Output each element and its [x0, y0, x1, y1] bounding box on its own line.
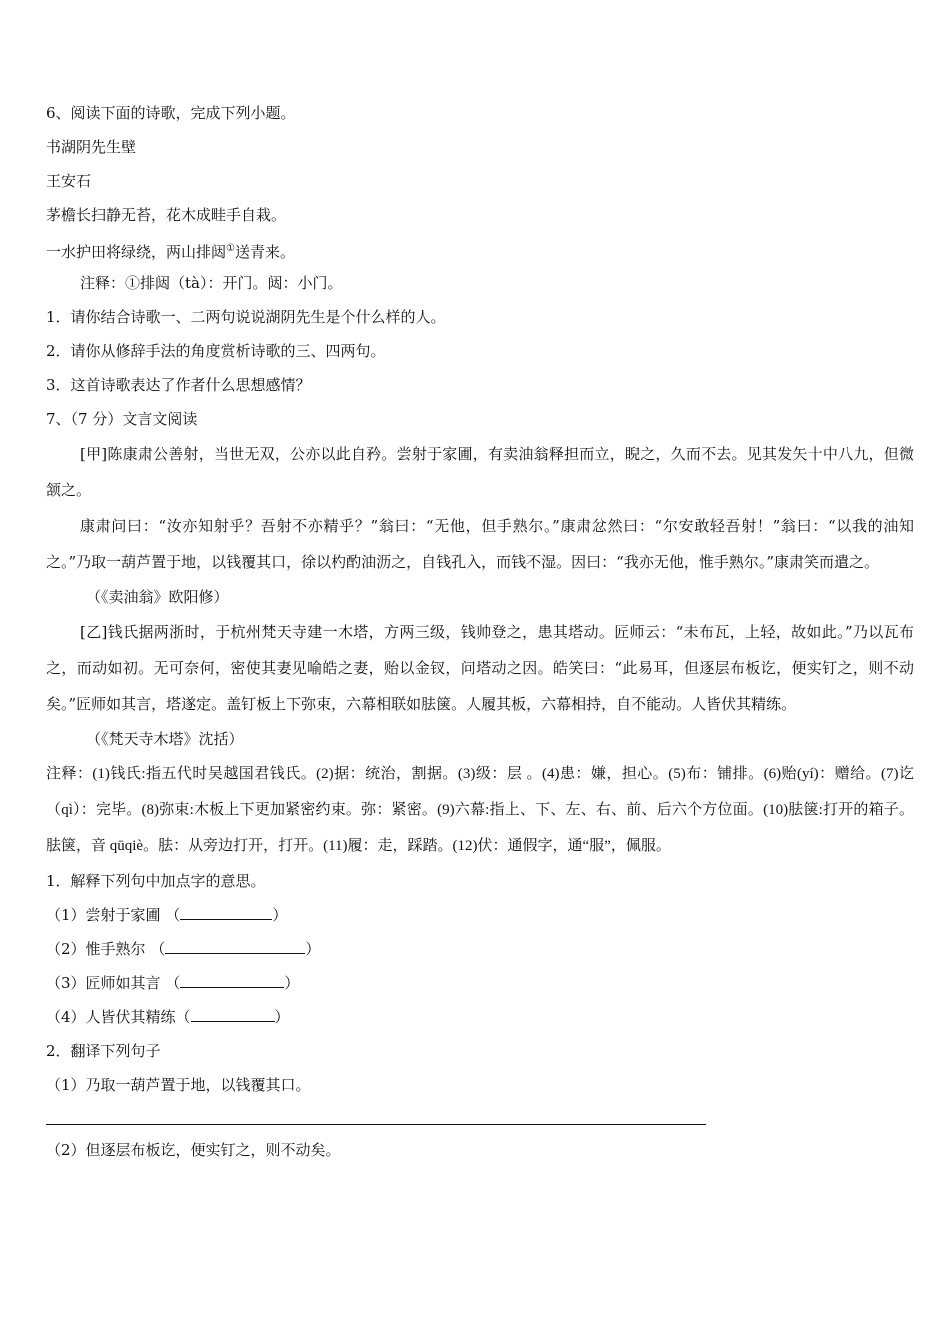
passage-yi-paragraph: [乙]钱氏据两浙时，于杭州梵天寺建一木塔，方两三级，钱帅登之，患其塔动。匠师云：“未布瓦，上轻，故如此。”乃以瓦布之，而动如初。无可奈何，密使其妻见喻皓之妻，贻以金钗，问塔动之因。皓笑曰：“此易耳，但逐层布板讫，便实钉之，则不动矣。”匠师如其言，塔遂定。盖钉板上下弥束，六幕相联如胠箧。人履其板，六幕相持，自不能动。人皆伏其精练。 — [46, 623, 914, 713]
passage-jia-source: （《卖油翁》欧阳修） — [86, 588, 229, 606]
answer-line[interactable] — [46, 1102, 706, 1125]
sub-question-1-heading: 1．解释下列句中加点字的意思。 — [46, 872, 266, 890]
passage-jia-paragraph-1: [甲]陈康肃公善射，当世无双，公亦以此自矜。尝射于家圃，有卖油翁释担而立，睨之，久而不去。见其发矢十中八九，但微颔之。 — [46, 445, 914, 499]
passage-jia-paragraph-2: 康肃问曰：“汝亦知射乎？吾射不亦精乎？”翁曰：“无他，但手熟尔。”康肃忿然曰：“尔安敢轻吾射！”翁曰：“以我的油知之。”乃取一葫芦置于地，以钱覆其口，徐以杓酌油沥之，自钱孔入，而钱不湿。因曰：“我亦无他，惟手熟尔。”康肃笑而遣之。 — [46, 517, 914, 571]
answer-blank[interactable] — [180, 987, 284, 988]
poem-title: 书湖阴先生壁 — [46, 138, 137, 156]
sub-question-2-heading: 2．翻译下列句子 — [46, 1042, 161, 1060]
poem-line-2-part-b: 送青来。 — [234, 243, 295, 261]
sub-question-1-item: （2）惟手熟尔 （ ） — [46, 940, 321, 958]
answer-blank[interactable] — [180, 919, 272, 920]
question-7-heading: 7、（7 分）文言文阅读 — [46, 410, 198, 428]
translation-item-2: （2）但逐层布板讫，便实钉之，则不动矣。 — [46, 1141, 341, 1159]
poem-line-1: 茅檐长扫静无苔，花木成畦手自栽。 — [46, 206, 287, 224]
passage-notes: 注释：(1)钱氏:指五代时吴越国君钱氏。(2)据：统治，割据。(3)级：层 。(4)患：嫌，担心。(5)布：铺排。(6)贻(yí)：赠给。(7)讫（qì）：完毕。(8)弥束:木板上下更加紧密约束。弥：紧密。(9)六幕:指上、下、左、右、前、后六个方位面。(10)胠箧:打开的箱子。胠箧，音 qūqiè。胠：从旁边打开，打开。(11)履：走，踩踏。(12)伏：通假字，通“服”，佩服。 — [46, 766, 914, 854]
passage-yi-source: （《梵天寺木塔》沈括） — [86, 730, 244, 748]
question-6-heading: 6、阅读下面的诗歌，完成下列小题。 — [46, 104, 296, 122]
document-page — [46, 96, 914, 1167]
question-6-2: 2．请你从修辞手法的角度赏析诗歌的三、四两句。 — [46, 342, 386, 360]
translation-item-1: （1）乃取一葫芦置于地，以钱覆其口。 — [46, 1076, 311, 1094]
footnote-marker: ① — [226, 243, 235, 254]
answer-blank[interactable] — [191, 1021, 275, 1022]
poem-line-2-part-a: 一水护田将绿绕，两山排闼 — [46, 243, 227, 261]
poem-annotation: 注释：①排闼（tà）：开门。闼：小门。 — [80, 274, 343, 292]
poem-line-2 — [46, 232, 914, 266]
question-6-1: 1．请你结合诗歌一、二两句说说湖阴先生是个什么样的人。 — [46, 308, 446, 326]
sub-question-1-item: （4）人皆伏其精练（ ） — [46, 1008, 290, 1026]
sub-question-1-item: （3）匠师如其言 （ ） — [46, 974, 300, 992]
question-6-3: 3．这首诗歌表达了作者什么思想感情？ — [46, 376, 311, 394]
sub-question-1-item: （1）尝射于家圃 （ ） — [46, 906, 288, 924]
poem-author: 王安石 — [46, 172, 92, 190]
answer-blank[interactable] — [165, 953, 305, 954]
